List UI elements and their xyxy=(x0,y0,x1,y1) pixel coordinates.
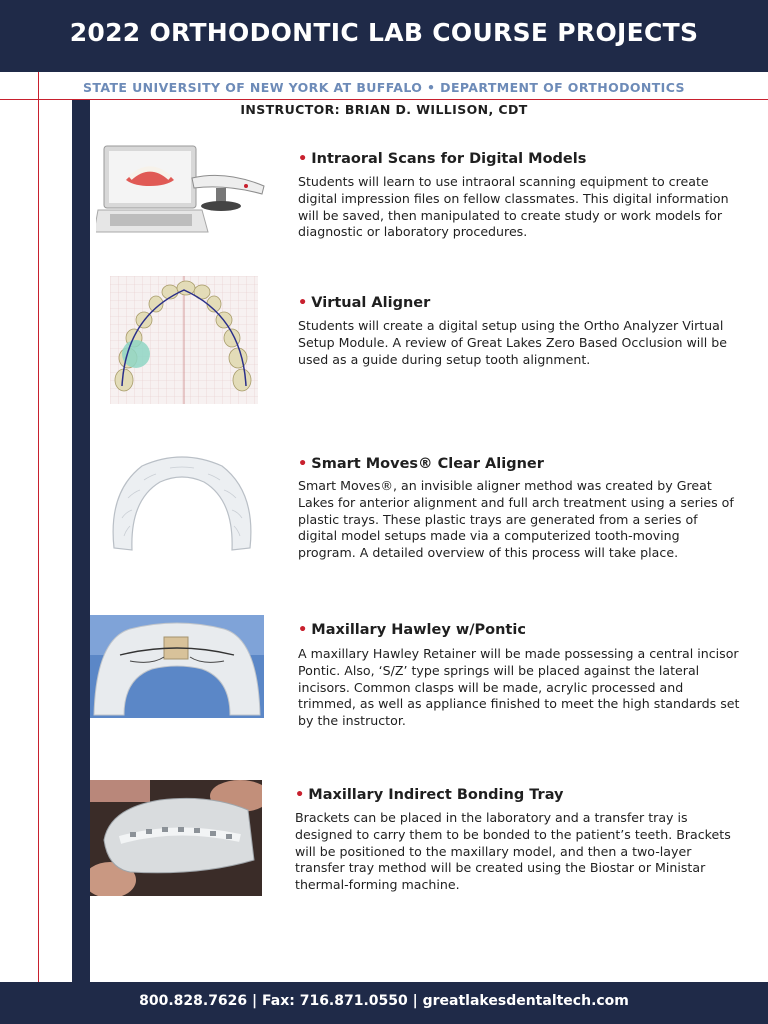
project-title-indirect-bonding: • Maxillary Indirect Bonding Tray xyxy=(295,787,564,803)
intraoral-scanner-image xyxy=(96,140,276,240)
page-subtitle: STATE UNIVERSITY OF NEW YORK AT BUFFALO • DEPARTMENT OF ORTHODONTICS xyxy=(83,80,685,95)
project-description-hawley: A maxillary Hawley Retainer will be made possessing a central incisor Pontic. Also, ‘S/Z’ type springs will be placed against the lateral incisors. Common clasps will be made, acrylic processed and trimmed, as well as appliance finished to meet the high standards set by the instructor. xyxy=(298,646,740,729)
bullet-icon: • xyxy=(298,622,308,638)
project-description-virtual-aligner: Students will create a digital setup using the Ortho Analyzer Virtual Setup Module. A review of Great Lakes Zero Based Occlusion will be used as a guide during setup tooth alignment. xyxy=(298,318,728,367)
page-title: 2022 ORTHODONTIC LAB COURSE PROJECTS xyxy=(69,18,699,47)
clear-aligner-image xyxy=(104,452,260,562)
red-divider-horizontal xyxy=(0,99,768,100)
bullet-icon: • xyxy=(298,151,308,167)
project-description-indirect-bonding: Brackets can be placed in the laboratory and a transfer tray is designed to carry them to be bonded to the patient’s teeth. Brackets will be positioned to the maxillary model, and then a two-layer transfer tray method will be created using the Biostar or Ministar thermal-forming machine. xyxy=(295,810,731,893)
project-title-smart-moves: • Smart Moves® Clear Aligner xyxy=(298,456,544,472)
bullet-icon: • xyxy=(298,456,308,472)
project-title-virtual-aligner: • Virtual Aligner xyxy=(298,295,431,311)
navy-side-stripe xyxy=(72,100,90,982)
project-title-hawley: • Maxillary Hawley w/Pontic xyxy=(298,622,526,638)
virtual-setup-arch-image xyxy=(110,276,258,404)
red-divider-vertical xyxy=(38,72,39,982)
footer-contact: 800.828.7626 | Fax: 716.871.0550 | greatlakesdentaltech.com xyxy=(139,993,629,1009)
indirect-bonding-tray-image xyxy=(90,780,262,896)
hawley-retainer-image xyxy=(90,615,264,718)
project-description-smart-moves: Smart Moves®, an invisible aligner method was created by Great Lakes for anterior alignment and full arch treatment using a series of plastic trays. These plastic trays are generated from a series of digital model setups made via a computerized tooth-moving program. A detailed overview of this process will take place. xyxy=(298,478,734,561)
bullet-icon: • xyxy=(298,295,308,311)
bullet-icon: • xyxy=(295,787,305,803)
instructor-line: INSTRUCTOR: BRIAN D. WILLISON, CDT xyxy=(240,102,528,117)
project-description-intraoral-scans: Students will learn to use intraoral scanning equipment to create digital impression files on fellow classmates. This digital information will be saved, then manipulated to create study or work models for diagnostic or laboratory procedures. xyxy=(298,174,729,240)
project-title-intraoral-scans: • Intraoral Scans for Digital Models xyxy=(298,151,587,167)
